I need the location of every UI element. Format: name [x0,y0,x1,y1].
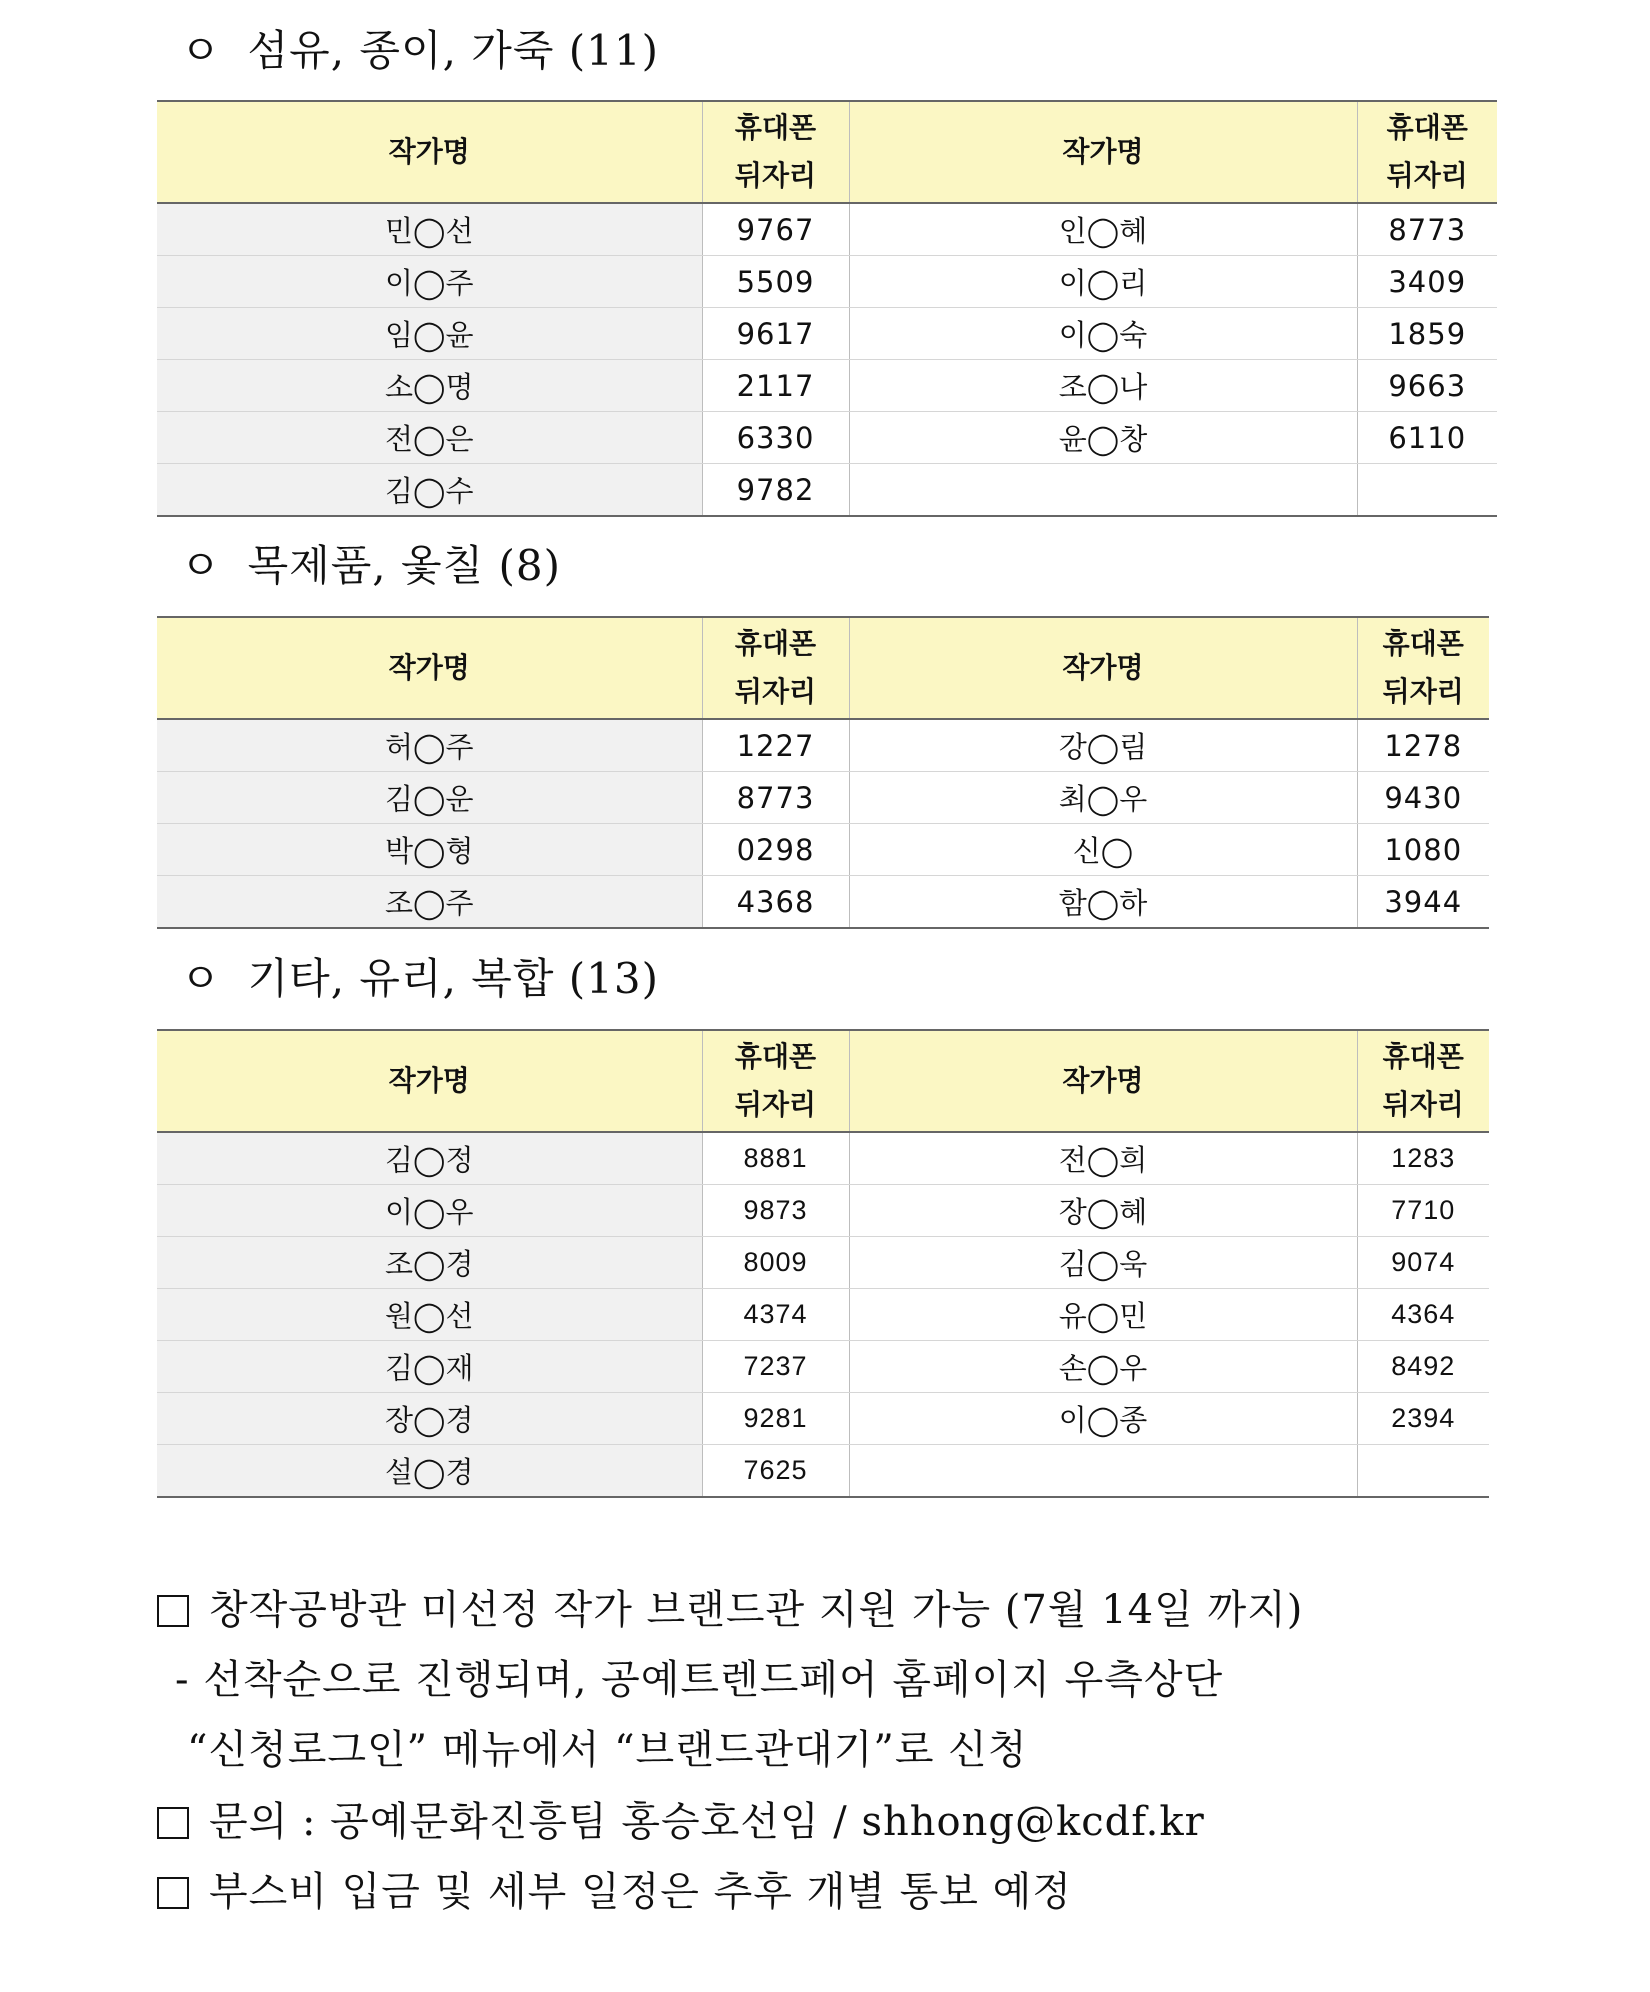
header-phone-last-digits: 휴대폰 뒤자리 [702,101,849,203]
phone-digits-cell: 9873 [702,1185,849,1237]
phone-digits-cell: 4368 [702,876,849,929]
header-phone-last-digits: 휴대폰 뒤자리 [1357,101,1497,203]
artist-name-cell [849,1445,1357,1498]
phone-digits-cell: 7710 [1357,1185,1489,1237]
artist-name-cell: 이◯종 [849,1393,1357,1445]
phone-digits-cell: 0298 [702,824,849,876]
checkbox-icon [157,1877,189,1909]
checkbox-icon [157,1807,189,1839]
table-row [157,772,1489,824]
artist-name-cell: 임◯윤 [157,308,702,360]
artist-name-cell: 장◯경 [157,1393,702,1445]
artist-name-cell: 장◯혜 [849,1185,1357,1237]
artist-table-textile [157,100,1497,517]
table-row [157,1445,1489,1498]
section-title-text: 목제품, 옻칠 (8) [247,541,561,590]
phone-digits-cell: 2117 [702,360,849,412]
section-title-textile [180,18,659,78]
phone-digits-cell: 1278 [1357,719,1489,772]
phone-digits-cell: 1859 [1357,308,1497,360]
phone-digits-cell: 3944 [1357,876,1489,929]
artist-name-cell: 민◯선 [157,203,702,256]
phone-digits-cell: 8009 [702,1237,849,1289]
phone-digits-cell: 3409 [1357,256,1497,308]
phone-digits-cell: 9617 [702,308,849,360]
phone-digits-cell: 6110 [1357,412,1497,464]
note-booth-fee: 부스비 입금 및 세부 일정은 추후 개별 통보 예정 [157,1860,1072,1917]
note-brand-hall: 창작공방관 미선정 작가 브랜드관 지원 가능 (7월 14일 까지) [157,1578,1303,1635]
header-phone-last-digits: 휴대폰 뒤자리 [702,617,849,719]
section-bullet: ㅇ [180,26,222,75]
artist-name-cell: 유◯민 [849,1289,1357,1341]
header-artist-name: 작가명 [849,101,1357,203]
table-row [157,360,1497,412]
artist-name-cell: 이◯우 [157,1185,702,1237]
phone-digits-cell: 6330 [702,412,849,464]
artist-table-other [157,1029,1489,1498]
artist-table-wood [157,616,1489,929]
table-row [157,1132,1489,1185]
header-artist-name: 작가명 [157,617,702,719]
table-row [157,1289,1489,1341]
phone-digits-cell: 9281 [702,1393,849,1445]
artist-name-cell: 허◯주 [157,719,702,772]
section-bullet: ㅇ [180,954,222,1003]
table-row [157,719,1489,772]
artist-name-cell: 김◯운 [157,772,702,824]
note-apply-menu: “신청로그인” 메뉴에서 “브랜드관대기”로 신청 [187,1727,1028,1773]
artist-name-cell: 함◯하 [849,876,1357,929]
note-contact: 문의 : 공예문화진흥팀 홍승호선임 / shhong@kcdf.kr [157,1790,1205,1847]
artist-name-cell [849,464,1357,517]
table-row [157,412,1497,464]
header-phone-last-digits: 휴대폰 뒤자리 [1357,617,1489,719]
artist-name-cell: 윤◯창 [849,412,1357,464]
header-phone-last-digits: 휴대폰 뒤자리 [702,1030,849,1132]
section-title-text: 섬유, 종이, 가죽 (11) [247,26,659,75]
artist-name-cell: 이◯리 [849,256,1357,308]
phone-digits-cell [1357,464,1497,517]
table-row [157,1185,1489,1237]
artist-name-cell: 전◯희 [849,1132,1357,1185]
artist-name-cell: 김◯재 [157,1341,702,1393]
table-row [157,1393,1489,1445]
phone-digits-cell: 9074 [1357,1237,1489,1289]
phone-digits-cell: 8773 [702,772,849,824]
header-artist-name: 작가명 [157,1030,702,1132]
table-header-row [157,617,1489,719]
table-row [157,203,1497,256]
header-artist-name: 작가명 [849,617,1357,719]
checkbox-icon [157,1595,189,1627]
table-header-row [157,1030,1489,1132]
header-artist-name: 작가명 [157,101,702,203]
phone-digits-cell: 9430 [1357,772,1489,824]
phone-digits-cell: 8773 [1357,203,1497,256]
phone-digits-cell: 9782 [702,464,849,517]
header-phone-last-digits: 휴대폰 뒤자리 [1357,1030,1489,1132]
note-first-come: - 선착순으로 진행되며, 공예트렌드페어 홈페이지 우측상단 [175,1657,1224,1703]
phone-digits-cell: 9767 [702,203,849,256]
table-row [157,308,1497,360]
table-row [157,464,1497,517]
artist-name-cell: 조◯주 [157,876,702,929]
artist-name-cell: 김◯정 [157,1132,702,1185]
artist-name-cell: 조◯경 [157,1237,702,1289]
section-title-wood [180,533,561,593]
artist-name-cell: 설◯경 [157,1445,702,1498]
phone-digits-cell: 1227 [702,719,849,772]
phone-digits-cell: 8881 [702,1132,849,1185]
artist-name-cell: 강◯림 [849,719,1357,772]
artist-name-cell: 이◯숙 [849,308,1357,360]
artist-name-cell: 신◯ [849,824,1357,876]
phone-digits-cell: 1283 [1357,1132,1489,1185]
artist-name-cell: 박◯형 [157,824,702,876]
table-header-row [157,101,1497,203]
phone-digits-cell: 4374 [702,1289,849,1341]
phone-digits-cell: 4364 [1357,1289,1489,1341]
artist-name-cell: 원◯선 [157,1289,702,1341]
artist-name-cell: 최◯우 [849,772,1357,824]
section-title-other [180,946,659,1006]
artist-name-cell: 소◯명 [157,360,702,412]
phone-digits-cell [1357,1445,1489,1498]
artist-name-cell: 김◯수 [157,464,702,517]
artist-name-cell: 이◯주 [157,256,702,308]
artist-name-cell: 인◯혜 [849,203,1357,256]
table-row [157,256,1497,308]
section-bullet: ㅇ [180,541,222,590]
phone-digits-cell: 7625 [702,1445,849,1498]
phone-digits-cell: 2394 [1357,1393,1489,1445]
header-artist-name: 작가명 [849,1030,1357,1132]
phone-digits-cell: 5509 [702,256,849,308]
artist-name-cell: 김◯욱 [849,1237,1357,1289]
table-row [157,1341,1489,1393]
phone-digits-cell: 7237 [702,1341,849,1393]
table-row [157,1237,1489,1289]
phone-digits-cell: 1080 [1357,824,1489,876]
artist-name-cell: 조◯나 [849,360,1357,412]
artist-name-cell: 손◯우 [849,1341,1357,1393]
phone-digits-cell: 9663 [1357,360,1497,412]
artist-name-cell: 전◯은 [157,412,702,464]
table-row [157,876,1489,929]
table-row [157,824,1489,876]
phone-digits-cell: 8492 [1357,1341,1489,1393]
section-title-text: 기타, 유리, 복합 (13) [247,954,659,1003]
